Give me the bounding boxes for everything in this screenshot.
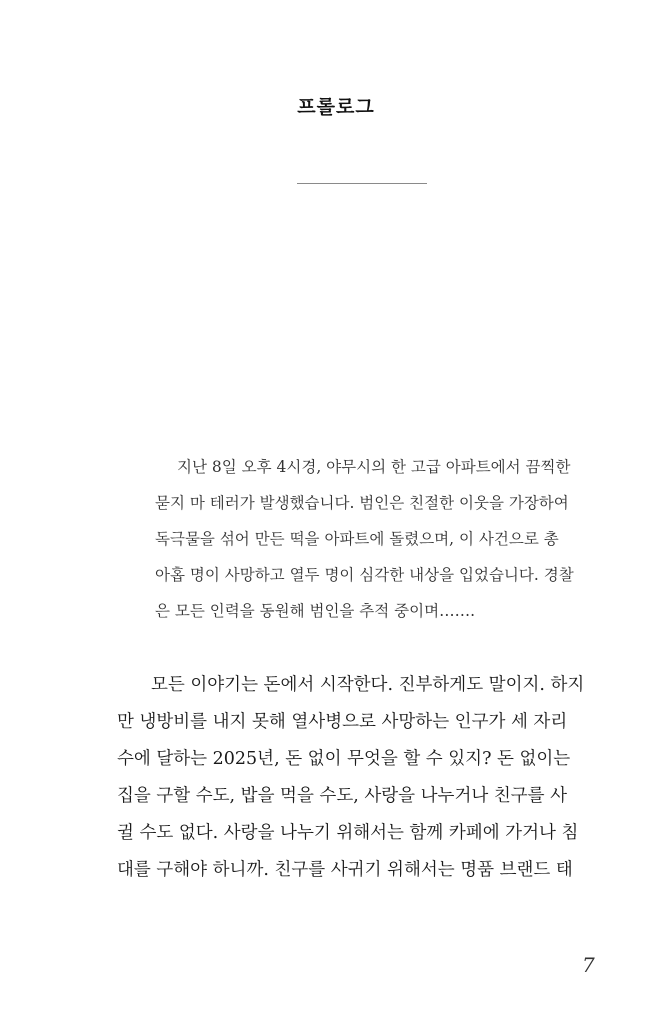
body-line: 귈 수도 없다. 사랑을 나누기 위해서는 함께 카페에 가거나 침 [117, 823, 579, 843]
excerpt-line: 은 모든 인력을 동원해 범인을 추적 중이며……. [155, 602, 476, 620]
excerpt-line: 아홉 명이 사망하고 열두 명이 심각한 내상을 입었습니다. 경찰 [155, 566, 574, 584]
excerpt-line: 묻지 마 테러가 발생했습니다. 범인은 친절한 이웃을 가장하여 [155, 494, 569, 512]
page-number: 7 [582, 953, 595, 977]
body-paragraph [117, 667, 612, 889]
excerpt-line: 지난 8일 오후 4시경, 야무시의 한 고급 아파트에서 끔찍한 [177, 458, 571, 476]
body-line: 모든 이야기는 돈에서 시작한다. 진부하게도 말이지. 하지 [151, 675, 585, 695]
excerpt-line: 독극물을 섞어 만든 떡을 아파트에 돌렸으며, 이 사건으로 총 [155, 530, 559, 548]
body-line: 수에 달하는 2025년, 돈 없이 무엇을 할 수 있지? 돈 없이는 [117, 749, 571, 769]
body-line: 대를 구해야 하니까. 친구를 사귀기 위해서는 명품 브랜드 태 [117, 860, 573, 880]
news-excerpt [155, 449, 608, 629]
body-line: 집을 구할 수도, 밥을 먹을 수도, 사랑을 나누거나 친구를 사 [117, 786, 568, 806]
page-title: 프롤로그 [297, 96, 375, 118]
body-line: 만 냉방비를 내지 못해 열사병으로 사망하는 인구가 세 자리 [117, 712, 568, 732]
title-divider [297, 183, 427, 184]
